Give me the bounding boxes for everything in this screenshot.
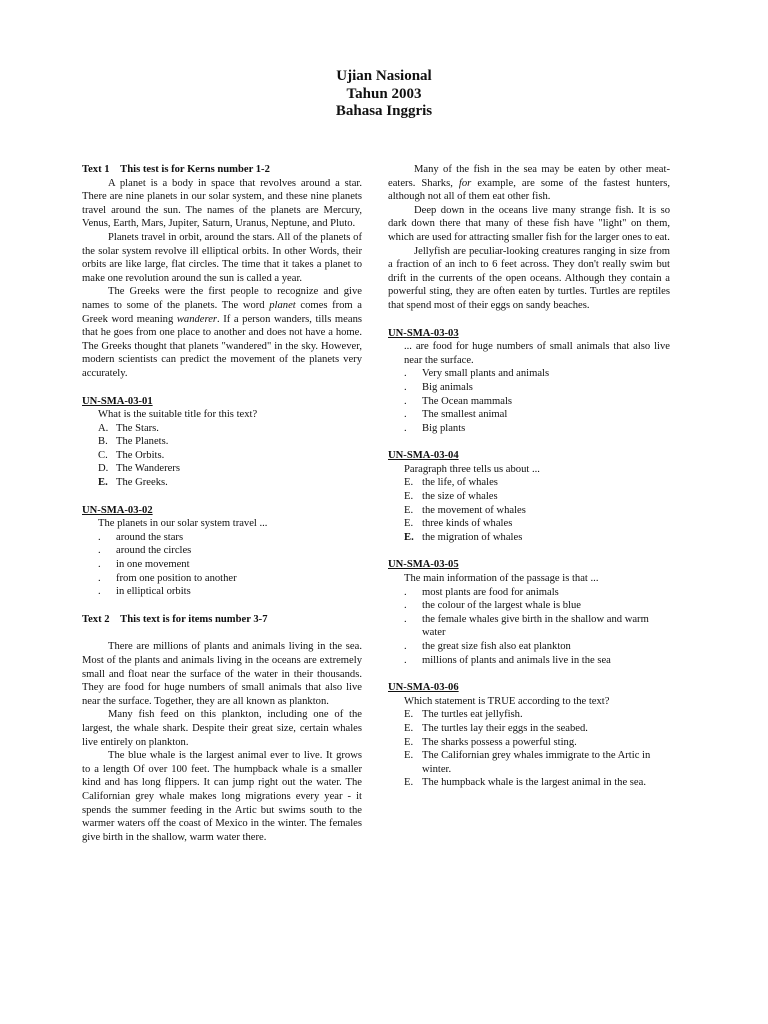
text2-paragraph-4	[388, 163, 670, 204]
option	[388, 395, 670, 409]
option	[388, 531, 670, 545]
question-05	[388, 558, 670, 667]
text2-heading	[82, 613, 362, 627]
text2-label: Text 2	[82, 613, 110, 625]
option-mark: D.	[98, 463, 109, 475]
question-id: UN-SMA-03-01	[82, 395, 153, 407]
option-mark: E.	[404, 504, 414, 516]
option-text: The Orbits.	[116, 449, 165, 461]
option-mark: E.	[404, 477, 414, 489]
option-text: The Greeks.	[116, 477, 168, 489]
option	[388, 422, 670, 436]
option-text: Very small plants and animals	[422, 368, 550, 380]
option	[388, 367, 670, 381]
option	[388, 599, 670, 613]
option	[82, 449, 362, 463]
option-text: The turtles eat jellyfish.	[422, 709, 523, 721]
option-mark: .	[98, 531, 101, 543]
text2-p4-part: Many of the fish in the sea may be eaten by other meat-eaters. Sharks,	[388, 164, 670, 189]
text2-paragraph-1: There are millions of plants and animals living in the sea. Most of the plants and animals living in the oceans are extremely small and float near the surface of the water in their thousands. They are food for huge numbers of small animals that also live near the surface. Together, they are all known as plankton.	[82, 641, 362, 707]
option-mark: .	[404, 600, 407, 612]
question-id: UN-SMA-03-02	[82, 504, 153, 516]
option	[82, 422, 362, 436]
option	[82, 558, 362, 572]
option-text: from one position to another	[116, 572, 237, 584]
option-mark: B.	[98, 436, 108, 448]
question-03	[388, 327, 670, 436]
option	[388, 613, 670, 640]
option	[82, 476, 362, 490]
option-mark: .	[404, 641, 407, 652]
text1-paragraph-3	[82, 285, 362, 380]
option	[82, 544, 362, 558]
option-text: The turtles lay their eggs in the seabed.	[422, 722, 588, 734]
option-mark: .	[404, 586, 407, 598]
option	[388, 736, 670, 750]
text1-p3-part: . If a person wanders, tills means that he goes from one place to another and does not have a home. The Greeks thought that planets "wandered" in the sky. However, modern scientists can predict the movement of the planets very accurately.	[82, 313, 362, 379]
option-text: the female whales give birth in the shallow and warm water	[422, 613, 649, 639]
text2-paragraph-6: Jellyfish are peculiar-looking creatures ranging in size from a fraction of an inch to 6 feet across. They don't really swim but drift in the currents of the open oceans. Although they contain a powerful sting, they are often eaten by turtles. Turtles are reptiles that spend most of their eggs on sandy beaches.	[388, 245, 670, 311]
document-title	[0, 68, 768, 121]
option	[388, 408, 670, 422]
text2-paragraph-3: The blue whale is the largest animal ever to live. It grows to a length Of over 100 feet. The humpback whale is a smaller kind and has long flippers. It can jump right out the water. The Californian grey whale makes long migrations every year - it spends the summer feeding in the Artic but swims south to the warmer waters off the coast of Mexico in the winter. The females give birth in the shallow, warm water there.	[82, 750, 362, 843]
option-text: the colour of the largest whale is blue	[422, 600, 581, 612]
option-text: The Planets.	[116, 436, 169, 448]
option-text: most plants are food for animals	[422, 586, 559, 598]
text1-paragraph-1: A planet is a body in space that revolves around a star. There are nine planets in our solar system, and these nine planets travel around the sun. The names of the planets are Mercury, Venus, Earth, Mars, Jupiter, Saturn, Uranus, Neptune, and Pluto.	[82, 177, 362, 230]
option-text: in one movement	[116, 559, 190, 571]
question-02	[82, 504, 362, 599]
text1-heading	[82, 163, 362, 177]
question-stem: Paragraph three tells us about ...	[404, 463, 540, 475]
text2-heading-text: This text is for items number 3-7	[120, 613, 268, 625]
option	[82, 531, 362, 545]
option-mark: A.	[98, 422, 109, 434]
option-mark: .	[404, 368, 407, 380]
option-text: Big animals	[422, 381, 473, 393]
text2-paragraph-5: Deep down in the oceans live many strange fish. It is so dark down there that many of these fish have "light" on them, which are used for attracting smaller fish for the larger ones to eat.	[388, 204, 670, 243]
option-mark: E.	[98, 477, 108, 489]
option-text: The Californian grey whales immigrate to the Artic in winter.	[422, 750, 651, 775]
option	[82, 435, 362, 449]
option-mark: .	[404, 654, 407, 666]
option-mark: .	[404, 395, 407, 407]
title-line-2: Tahun 2003	[346, 85, 422, 102]
option-text: the great size fish also eat plankton	[422, 641, 571, 652]
title-line-3: Bahasa Inggris	[335, 103, 433, 119]
option-mark: .	[404, 409, 407, 421]
option-mark: E.	[404, 709, 414, 721]
option-mark: E.	[404, 491, 414, 503]
text2-paragraph-2: Many fish feed on this plankton, including one of the largest, the whale shark. Despite their great size, certain whales live entirely on plankton.	[82, 709, 362, 748]
question-stem: ... are food for huge numbers of small animals that also live near the surface.	[404, 341, 670, 366]
option-mark: .	[98, 545, 101, 557]
option	[388, 381, 670, 395]
text1-heading-text: This test is for Kerns number 1-2	[120, 164, 270, 175]
option-text: in elliptical orbits	[116, 586, 191, 598]
option-mark: E.	[404, 777, 414, 789]
option-mark: .	[404, 381, 407, 393]
option-mark: E.	[404, 531, 414, 543]
option-mark: .	[98, 572, 101, 584]
option-text: The humpback whale is the largest animal in the sea.	[422, 777, 646, 789]
option-text: the migration of whales	[422, 531, 523, 543]
question-stem: The planets in our solar system travel ...	[98, 518, 268, 530]
question-stem: What is the suitable title for this text?	[98, 409, 258, 421]
option	[82, 585, 362, 599]
option-mark: E.	[404, 722, 414, 734]
option	[388, 654, 670, 668]
option-mark: .	[98, 586, 101, 598]
text1-p3-italic-wanderer: wanderer	[176, 313, 218, 325]
option	[388, 722, 670, 736]
option-mark: C.	[98, 449, 108, 461]
option	[82, 572, 362, 586]
text1-p3-part: The Greeks were the first people to recognize and give names to some of the planets. The word	[82, 286, 362, 311]
text2-p4-part: example, are some of the fastest hunters, although not all of them eat other fish.	[388, 177, 670, 203]
option-text: the size of whales	[422, 491, 498, 503]
option-mark: .	[98, 559, 101, 571]
option-text: three kinds of whales	[422, 518, 513, 530]
option	[82, 462, 362, 476]
option-text: The Wanderers	[116, 463, 180, 475]
question-04	[388, 449, 670, 544]
option-text: Big plants	[422, 422, 466, 434]
option-text: millions of plants and animals live in the sea	[422, 654, 611, 666]
option	[388, 517, 670, 531]
question-01	[82, 395, 362, 490]
option-text: The Stars.	[116, 422, 159, 434]
option-text: around the stars	[116, 531, 184, 543]
question-id: UN-SMA-03-06	[388, 682, 459, 694]
option-mark: .	[404, 422, 407, 434]
title-line-1: Ujian Nasional	[336, 68, 432, 84]
option-mark: E.	[404, 736, 414, 748]
text1-paragraph-2: Planets travel in orbit, around the stars. All of the planets of the solar system revolve ill elliptical orbits. In other Words, their orbits are like large, flat circles. The time that it takes a planet to make one revolution around the sun is called a year.	[82, 231, 362, 284]
text2-p4-italic-for: for	[458, 177, 472, 189]
option	[388, 749, 670, 776]
question-id: UN-SMA-03-05	[388, 559, 459, 571]
option-text: The sharks possess a powerful sting.	[422, 736, 577, 748]
text1-p3-part: comes from a Greek word meaning	[82, 299, 363, 325]
option	[388, 490, 670, 504]
question-id: UN-SMA-03-03	[388, 327, 459, 339]
option-mark: .	[404, 613, 407, 625]
question-stem: Which statement is TRUE according to the text?	[404, 695, 610, 707]
option	[388, 640, 670, 654]
option-text: the life, of whales	[422, 477, 498, 489]
option	[388, 776, 670, 790]
option-mark: E.	[404, 750, 414, 762]
option	[388, 708, 670, 722]
right-column	[388, 163, 670, 790]
option	[388, 586, 670, 600]
option-text: The Ocean mammals	[422, 395, 513, 407]
question-stem: The main information of the passage is that ...	[404, 573, 599, 585]
text1-label: Text 1	[82, 164, 110, 175]
text1-p3-italic-planet: planet	[269, 299, 296, 311]
option-text: The smallest animal	[422, 409, 508, 421]
question-06	[388, 681, 670, 790]
option	[388, 504, 670, 518]
option-text: around the circles	[116, 545, 192, 557]
option-mark: E.	[404, 518, 414, 530]
question-id: UN-SMA-03-04	[388, 450, 459, 462]
option	[388, 476, 670, 490]
option-text: the movement of whales	[422, 504, 526, 516]
left-column	[82, 163, 362, 844]
